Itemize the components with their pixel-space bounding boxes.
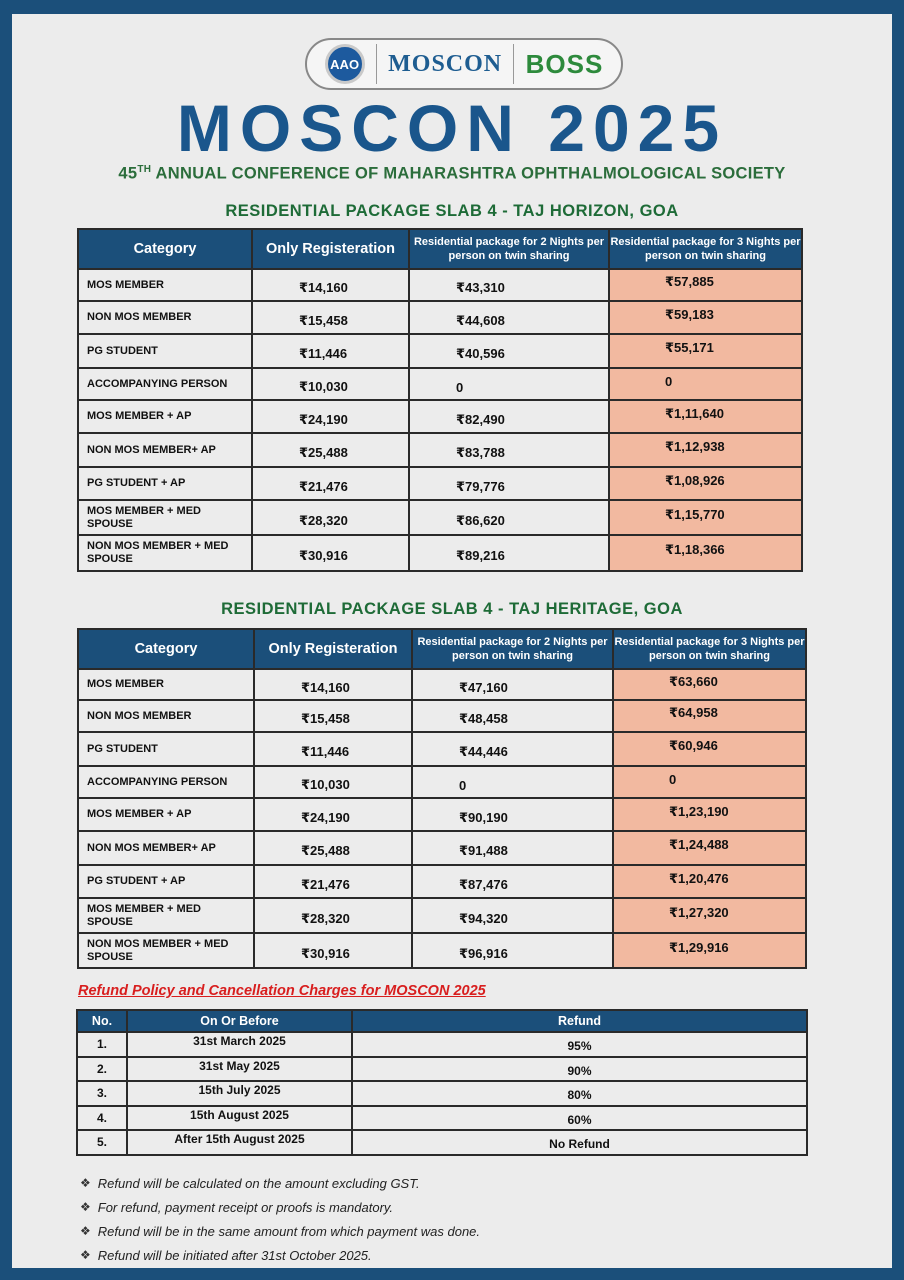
category-cell: MOS MEMBER + MED SPOUSE [78, 898, 254, 933]
two-nights-cell: ₹89,216 [409, 535, 609, 571]
registration-cell: ₹10,030 [252, 368, 409, 400]
table-row [78, 766, 806, 798]
category-cell: MOS MEMBER + AP [78, 798, 254, 831]
diamond-bullet-icon: ❖ [80, 1248, 91, 1262]
category-cell: ACCOMPANYING PERSON [78, 766, 254, 798]
refund-percent-cell: No Refund [352, 1130, 807, 1155]
registration-cell: ₹21,476 [254, 865, 412, 898]
two-nights-cell: ₹44,608 [409, 301, 609, 334]
refund-date-cell: 15th August 2025 [127, 1106, 352, 1131]
table-row [78, 831, 806, 865]
category-cell: NON MOS MEMBER [78, 301, 252, 334]
note-text: Refund will be initiated after 31st October 2025. [97, 1247, 372, 1263]
registration-cell: ₹21,476 [252, 467, 409, 500]
page-title: MOSCON 2025 [176, 91, 728, 165]
table-row [78, 334, 802, 368]
registration-cell: ₹14,160 [252, 269, 409, 301]
registration-cell: ₹15,458 [254, 700, 412, 732]
refund-date-cell: 31st March 2025 [127, 1032, 352, 1057]
table-row [78, 433, 802, 467]
refund-no-cell: 2. [77, 1057, 127, 1082]
table-row [78, 269, 802, 301]
registration-cell: ₹14,160 [254, 669, 412, 700]
three-nights-cell: ₹57,885 [609, 269, 802, 301]
boss-logo: BOSS [525, 48, 604, 79]
three-nights-cell: ₹1,18,366 [609, 535, 802, 571]
three-nights-cell: ₹64,958 [613, 700, 806, 732]
refund-table [76, 1009, 808, 1156]
registration-cell: ₹25,488 [254, 831, 412, 865]
category-cell: NON MOS MEMBER [78, 700, 254, 732]
package-table-heritage [77, 628, 807, 969]
refund-percent-cell: 95% [352, 1032, 807, 1057]
two-nights-cell: ₹90,190 [412, 798, 613, 831]
refund-row [77, 1057, 807, 1082]
category-cell: PG STUDENT + AP [78, 865, 254, 898]
registration-cell: ₹15,458 [252, 301, 409, 334]
col-header-category: Category [78, 629, 254, 669]
refund-date-cell: 15th July 2025 [127, 1081, 352, 1106]
diamond-bullet-icon: ❖ [80, 1200, 91, 1214]
two-nights-cell: ₹91,488 [412, 831, 613, 865]
table-row [78, 500, 802, 535]
refund-no-cell: 4. [77, 1106, 127, 1131]
col-header-two-nights: Residential package for 2 Nights per person on twin sharing [409, 229, 609, 269]
col-header-three-nights: Residential package for 3 Nights per person on twin sharing [609, 229, 802, 269]
registration-cell: ₹10,030 [254, 766, 412, 798]
registration-cell: ₹30,916 [254, 933, 412, 968]
three-nights-cell: ₹63,660 [613, 669, 806, 700]
registration-cell: ₹11,446 [254, 732, 412, 766]
logo-banner [305, 38, 623, 90]
two-nights-cell: 0 [412, 766, 613, 798]
category-cell: PG STUDENT + AP [78, 467, 252, 500]
table-row [78, 301, 802, 334]
two-nights-cell: ₹94,320 [412, 898, 613, 933]
refund-row [77, 1032, 807, 1057]
note-text: For refund, payment receipt or proofs is mandatory. [97, 1199, 394, 1215]
table-row [78, 865, 806, 898]
two-nights-cell: ₹86,620 [409, 500, 609, 535]
category-cell: MOS MEMBER + AP [78, 400, 252, 433]
three-nights-cell: ₹1,08,926 [609, 467, 802, 500]
three-nights-cell: ₹55,171 [609, 334, 802, 368]
package-table-horizon [77, 228, 803, 572]
category-cell: MOS MEMBER + MED SPOUSE [78, 500, 252, 535]
note-item [80, 1195, 480, 1219]
two-nights-cell: 0 [409, 368, 609, 400]
col-header-registration: Only Registeration [254, 629, 412, 669]
two-nights-cell: ₹48,458 [412, 700, 613, 732]
three-nights-cell: 0 [613, 766, 806, 798]
subtitle-ordinal-suffix: TH [137, 164, 152, 175]
two-nights-cell: ₹87,476 [412, 865, 613, 898]
two-nights-cell: ₹43,310 [409, 269, 609, 301]
registration-cell: ₹25,488 [252, 433, 409, 467]
category-cell: PG STUDENT [78, 732, 254, 766]
three-nights-cell: ₹1,12,938 [609, 433, 802, 467]
col-header-three-nights: Residential package for 3 Nights per person on twin sharing [613, 629, 806, 669]
refund-date-cell: 31st May 2025 [127, 1057, 352, 1082]
aao-logo: AAO [325, 44, 365, 84]
moscon-logo: MOSCON [388, 50, 503, 77]
refund-no-cell: 5. [77, 1130, 127, 1155]
three-nights-cell: ₹1,11,640 [609, 400, 802, 433]
logo-divider [513, 44, 514, 84]
registration-cell: ₹30,916 [252, 535, 409, 571]
category-cell: ACCOMPANYING PERSON [78, 368, 252, 400]
table-row [78, 898, 806, 933]
note-item [80, 1171, 480, 1195]
note-text: Refund will be calculated on the amount excluding GST. [97, 1175, 420, 1191]
table-row [78, 368, 802, 400]
registration-cell: ₹11,446 [252, 334, 409, 368]
package-title-heritage: RESIDENTIAL PACKAGE SLAB 4 - TAJ HERITAGE, GOA [221, 600, 683, 618]
two-nights-cell: ₹44,446 [412, 732, 613, 766]
three-nights-cell: ₹1,20,476 [613, 865, 806, 898]
table-row [78, 400, 802, 433]
category-cell: PG STUDENT [78, 334, 252, 368]
subtitle-ordinal: 45 [118, 164, 138, 183]
refund-percent-cell: 90% [352, 1057, 807, 1082]
two-nights-cell: ₹82,490 [409, 400, 609, 433]
three-nights-cell: ₹1,23,190 [613, 798, 806, 831]
two-nights-cell: ₹47,160 [412, 669, 613, 700]
note-text: Refund will be in the same amount from which payment was done. [97, 1223, 481, 1239]
table-row [78, 700, 806, 732]
refund-policy-heading: Refund Policy and Cancellation Charges for MOSCON 2025 [78, 983, 486, 999]
table-row [78, 467, 802, 500]
registration-cell: ₹28,320 [254, 898, 412, 933]
table-row [78, 732, 806, 766]
refund-header-no: No. [77, 1010, 127, 1032]
registration-cell: ₹28,320 [252, 500, 409, 535]
two-nights-cell: ₹40,596 [409, 334, 609, 368]
refund-percent-cell: 80% [352, 1081, 807, 1106]
two-nights-cell: ₹79,776 [409, 467, 609, 500]
category-cell: MOS MEMBER [78, 669, 254, 700]
refund-header-date: On Or Before [127, 1010, 352, 1032]
two-nights-cell: ₹96,916 [412, 933, 613, 968]
refund-percent-cell: 60% [352, 1106, 807, 1131]
col-header-two-nights: Residential package for 2 Nights per person on twin sharing [412, 629, 613, 669]
refund-row [77, 1081, 807, 1106]
registration-cell: ₹24,190 [254, 798, 412, 831]
refund-date-cell: After 15th August 2025 [127, 1130, 352, 1155]
diamond-bullet-icon: ❖ [80, 1176, 91, 1190]
registration-cell: ₹24,190 [252, 400, 409, 433]
category-cell: NON MOS MEMBER + MED SPOUSE [78, 933, 254, 968]
category-cell: NON MOS MEMBER + MED SPOUSE [78, 535, 252, 571]
three-nights-cell: ₹1,27,320 [613, 898, 806, 933]
three-nights-cell: ₹1,29,916 [613, 933, 806, 968]
col-header-registration: Only Registeration [252, 229, 409, 269]
three-nights-cell: 0 [609, 368, 802, 400]
package-title-horizon: RESIDENTIAL PACKAGE SLAB 4 - TAJ HORIZON, GOA [225, 202, 679, 220]
table-row [78, 933, 806, 968]
diamond-bullet-icon: ❖ [80, 1224, 91, 1238]
three-nights-cell: ₹1,15,770 [609, 500, 802, 535]
refund-notes [80, 1171, 480, 1267]
refund-no-cell: 1. [77, 1032, 127, 1057]
refund-row [77, 1130, 807, 1155]
refund-row [77, 1106, 807, 1131]
refund-header-refund: Refund [352, 1010, 807, 1032]
three-nights-cell: ₹1,24,488 [613, 831, 806, 865]
table-row [78, 798, 806, 831]
refund-no-cell: 3. [77, 1081, 127, 1106]
note-item [80, 1219, 480, 1243]
col-header-category: Category [78, 229, 252, 269]
two-nights-cell: ₹83,788 [409, 433, 609, 467]
page-subtitle [0, 164, 904, 184]
subtitle-text: ANNUAL CONFERENCE OF MAHARASHTRA OPHTHALMOLOGICAL SOCIETY [151, 164, 786, 183]
logo-divider [376, 44, 377, 84]
category-cell: NON MOS MEMBER+ AP [78, 831, 254, 865]
note-item [80, 1243, 480, 1267]
three-nights-cell: ₹59,183 [609, 301, 802, 334]
category-cell: MOS MEMBER [78, 269, 252, 301]
table-row [78, 535, 802, 571]
three-nights-cell: ₹60,946 [613, 732, 806, 766]
category-cell: NON MOS MEMBER+ AP [78, 433, 252, 467]
table-row [78, 669, 806, 700]
